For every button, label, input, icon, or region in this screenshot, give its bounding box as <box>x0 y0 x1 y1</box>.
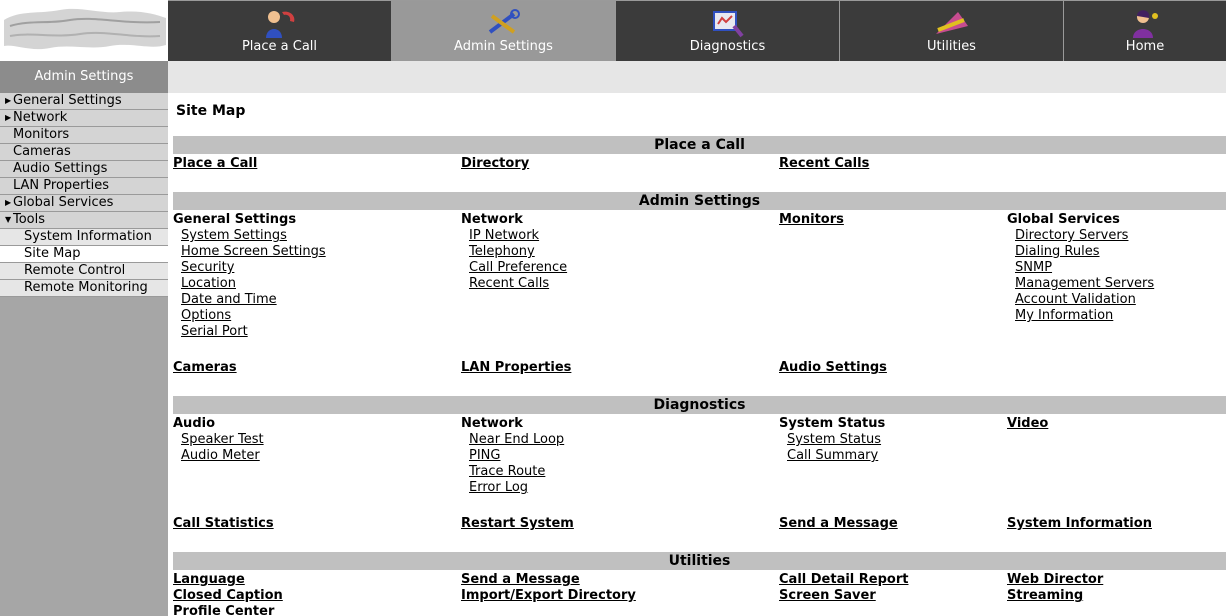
sidebar-item-label: Remote Control <box>24 263 126 278</box>
link-network-recent-calls[interactable]: Recent Calls <box>469 276 550 291</box>
link-date-and-time[interactable]: Date and Time <box>181 292 277 307</box>
expand-arrow-icon: ▶ <box>5 96 12 105</box>
heading-audio: Audio <box>173 416 216 431</box>
sidebar-item-label: General Settings <box>13 93 122 108</box>
tab-label: Diagnostics <box>689 39 766 54</box>
link-streaming[interactable]: Streaming <box>1007 588 1084 603</box>
link-directory-servers[interactable]: Directory Servers <box>1015 228 1129 243</box>
link-system-status[interactable]: System Status <box>787 432 882 447</box>
sidebar-header: Admin Settings <box>0 61 168 93</box>
admin-settings-icon <box>484 8 524 38</box>
link-cameras[interactable]: Cameras <box>173 360 237 375</box>
collapse-arrow-icon: ▼ <box>5 215 12 224</box>
link-call-detail-report[interactable]: Call Detail Report <box>779 572 909 587</box>
sidebar-subitem-site-map[interactable] <box>0 246 168 263</box>
home-icon <box>1125 8 1165 38</box>
heading-diag-network: Network <box>461 416 523 431</box>
top-navigation <box>168 0 1226 61</box>
link-telephony[interactable]: Telephony <box>469 244 535 259</box>
tab-home[interactable] <box>1064 0 1226 61</box>
link-monitors[interactable]: Monitors <box>779 212 844 227</box>
link-snmp[interactable]: SNMP <box>1015 260 1053 275</box>
link-location[interactable]: Location <box>181 276 236 291</box>
heading-global-services: Global Services <box>1007 212 1120 227</box>
sidebar-item-general-settings[interactable] <box>0 93 168 110</box>
link-closed-caption[interactable]: Closed Caption <box>173 588 283 603</box>
link-system-information[interactable]: System Information <box>1007 516 1152 531</box>
sidebar-item-label: Global Services <box>13 195 114 210</box>
link-directory[interactable]: Directory <box>461 156 530 171</box>
section-bar-diagnostics: Diagnostics <box>173 396 1226 414</box>
logo-graphic <box>0 0 168 61</box>
sidebar-item-label: Monitors <box>13 127 70 142</box>
heading-system-status: System Status <box>779 416 886 431</box>
sidebar-item-label: Cameras <box>13 144 71 159</box>
tab-label: Home <box>1125 39 1165 54</box>
link-error-log[interactable]: Error Log <box>469 480 529 495</box>
sidebar-item-label: LAN Properties <box>13 178 109 193</box>
link-home-screen-settings[interactable]: Home Screen Settings <box>181 244 326 259</box>
tab-place-a-call[interactable] <box>168 0 392 61</box>
link-ip-network[interactable]: IP Network <box>469 228 540 243</box>
link-options[interactable]: Options <box>181 308 232 323</box>
link-language[interactable]: Language <box>173 572 245 587</box>
place-call-icon <box>260 8 300 38</box>
sidebar-item-label: System Information <box>24 229 152 244</box>
sidebar-item-label: Remote Monitoring <box>24 280 148 295</box>
link-lan-properties[interactable]: LAN Properties <box>461 360 572 375</box>
section-bar-utilities: Utilities <box>173 552 1226 570</box>
section-bar-admin-settings: Admin Settings <box>173 192 1226 210</box>
link-dialing-rules[interactable]: Dialing Rules <box>1015 244 1100 259</box>
link-security[interactable]: Security <box>181 260 235 275</box>
link-util-send-a-message[interactable]: Send a Message <box>461 572 580 587</box>
tab-label: Admin Settings <box>454 39 553 54</box>
sidebar <box>0 61 168 616</box>
sidebar-item-label: Site Map <box>24 246 81 261</box>
link-web-director[interactable]: Web Director <box>1007 572 1104 587</box>
sidebar-item-label: Audio Settings <box>13 161 108 176</box>
diagnostics-icon <box>708 8 748 38</box>
utilities-icon <box>932 8 972 38</box>
link-screen-saver[interactable]: Screen Saver <box>779 588 876 603</box>
link-near-end-loop[interactable]: Near End Loop <box>469 432 565 447</box>
sidebar-item-tools[interactable] <box>0 212 168 229</box>
sidebar-item-cameras[interactable] <box>0 144 168 161</box>
link-speaker-test[interactable]: Speaker Test <box>181 432 264 447</box>
link-management-servers[interactable]: Management Servers <box>1015 276 1155 291</box>
link-profile-center[interactable]: Profile Center <box>173 604 275 616</box>
page-title: Site Map <box>176 103 246 119</box>
link-import-export-directory[interactable]: Import/Export Directory <box>461 588 636 603</box>
heading-general-settings: General Settings <box>173 212 297 227</box>
sidebar-item-network[interactable] <box>0 110 168 127</box>
logo <box>0 0 168 61</box>
link-call-summary[interactable]: Call Summary <box>787 448 879 463</box>
link-call-statistics[interactable]: Call Statistics <box>173 516 274 531</box>
sidebar-subitem-remote-control[interactable] <box>0 263 168 280</box>
sidebar-subitem-system-information[interactable] <box>0 229 168 246</box>
link-audio-meter[interactable]: Audio Meter <box>181 448 260 463</box>
link-place-a-call[interactable]: Place a Call <box>173 156 258 171</box>
sidebar-item-lan-properties[interactable] <box>0 178 168 195</box>
tab-utilities[interactable] <box>840 0 1064 61</box>
section-bar-place-a-call: Place a Call <box>173 136 1226 154</box>
content-header-band <box>168 61 1226 93</box>
link-call-preference[interactable]: Call Preference <box>469 260 568 275</box>
site-map-content <box>168 93 1226 616</box>
tab-diagnostics[interactable] <box>616 0 840 61</box>
link-my-information[interactable]: My Information <box>1015 308 1114 323</box>
sidebar-item-label: Network <box>13 110 68 125</box>
expand-arrow-icon: ▶ <box>5 198 12 207</box>
expand-arrow-icon: ▶ <box>5 113 12 122</box>
link-system-settings[interactable]: System Settings <box>181 228 287 243</box>
sidebar-subitem-remote-monitoring[interactable] <box>0 280 168 297</box>
link-serial-port[interactable]: Serial Port <box>181 324 248 339</box>
tab-label: Place a Call <box>241 39 318 54</box>
link-trace-route[interactable]: Trace Route <box>469 464 546 479</box>
tab-label: Utilities <box>927 39 976 54</box>
link-audio-settings[interactable]: Audio Settings <box>779 360 887 375</box>
sidebar-item-monitors[interactable] <box>0 127 168 144</box>
tab-admin-settings[interactable] <box>392 0 616 61</box>
sidebar-item-global-services[interactable] <box>0 195 168 212</box>
sidebar-item-audio-settings[interactable] <box>0 161 168 178</box>
link-ping[interactable]: PING <box>469 448 501 463</box>
link-restart-system[interactable]: Restart System <box>461 516 574 531</box>
heading-network: Network <box>461 212 523 227</box>
sidebar-item-label: Tools <box>13 212 46 227</box>
link-recent-calls[interactable]: Recent Calls <box>779 156 870 171</box>
link-send-a-message[interactable]: Send a Message <box>779 516 898 531</box>
link-video[interactable]: Video <box>1007 416 1049 431</box>
link-account-validation[interactable]: Account Validation <box>1015 292 1136 307</box>
